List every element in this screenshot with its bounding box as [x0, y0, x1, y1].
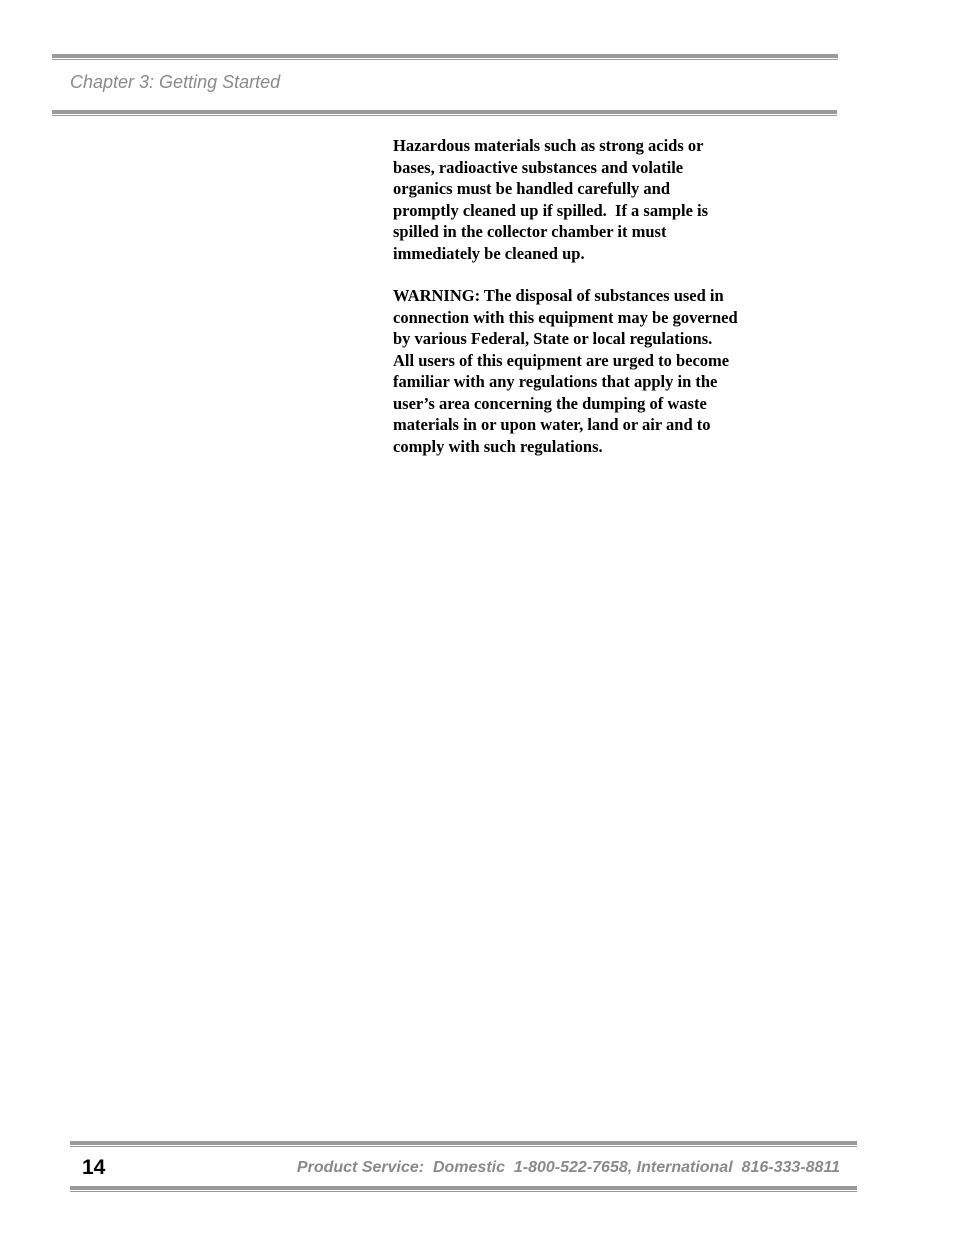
- text-line: comply with such regulations.: [393, 436, 603, 456]
- text-line: WARNING: The disposal of substances used in: [393, 286, 724, 305]
- footer-rule-bottom: [70, 1186, 857, 1192]
- text-line: spilled in the collector chamber it must: [393, 222, 667, 241]
- chapter-title: Chapter 3: Getting Started: [70, 72, 281, 92]
- header-rule-bottom: [52, 110, 837, 116]
- text-line: promptly cleaned up if spilled. If a sample is: [393, 200, 709, 220]
- text-line: bases, radioactive substances and volatile: [393, 157, 684, 177]
- body-text-column: [393, 135, 793, 478]
- text-line: connection with this equipment may be governed: [393, 307, 738, 327]
- product-service-contact: Product Service: Domestic 1-800-522-7658, International 816-333-8811: [296, 1159, 840, 1176]
- text-line: by various Federal, State or local regulations.: [393, 329, 713, 348]
- text-line: user’s area concerning the dumping of waste: [393, 393, 707, 413]
- footer-rule-top: [70, 1141, 857, 1147]
- text-line: materials in or upon water, land or air and to: [393, 415, 711, 434]
- header-rule-top: [52, 54, 838, 60]
- text-line: Hazardous materials such as strong acids or: [393, 136, 704, 155]
- warning-paragraph: [393, 285, 793, 457]
- text-line: immediately be cleaned up.: [393, 243, 585, 263]
- text-line: organics must be handled carefully and: [393, 179, 671, 198]
- text-line: All users of this equipment are urged to become: [393, 350, 730, 370]
- text-line: familiar with any regulations that apply in the: [393, 372, 718, 391]
- page-number: 14: [82, 1156, 106, 1179]
- hazardous-materials-paragraph: [393, 135, 793, 264]
